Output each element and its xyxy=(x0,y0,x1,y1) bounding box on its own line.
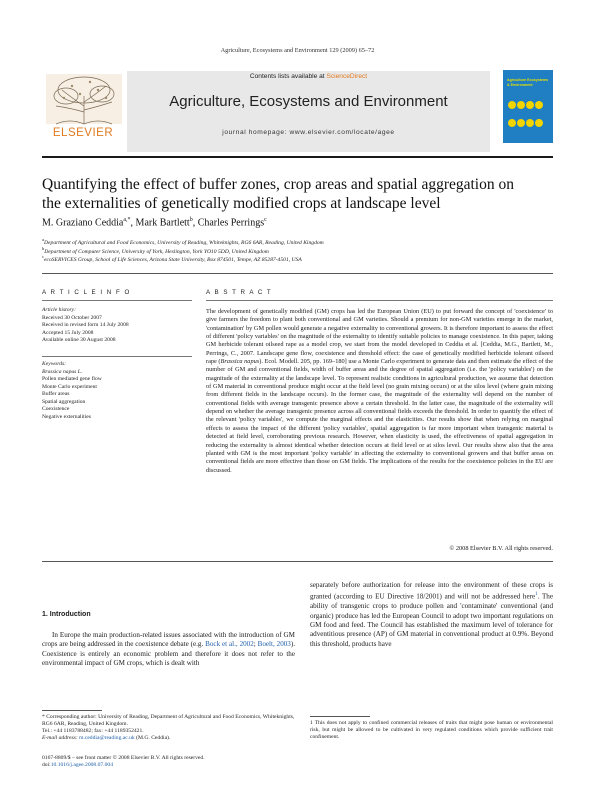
journal-homepage[interactable]: journal homepage: www.elsevier.com/locate/agee xyxy=(222,129,395,136)
keyword-item: Coexistence xyxy=(42,406,70,412)
footnote-rule xyxy=(42,710,102,711)
citation-link[interactable]: Bock et al., 2002 xyxy=(205,640,254,649)
abstract-copyright: © 2008 Elsevier B.V. All rights reserved. xyxy=(449,545,553,552)
author-name: Charles Perrings xyxy=(197,217,265,229)
journal-header-band xyxy=(127,71,490,152)
header-rule xyxy=(42,156,553,158)
contents-prefix: Contents lists available at xyxy=(249,73,327,80)
history-item: Received 30 October 2007 xyxy=(42,314,102,321)
cover-decoration-icon xyxy=(507,97,549,133)
footnote-rule xyxy=(310,716,370,717)
cover-title: Agriculture Ecosystems & Environment xyxy=(507,78,549,87)
email-link[interactable]: m.ceddia@reading.ac.uk xyxy=(79,735,135,742)
doi-link[interactable]: 10.1016/j.agee.2008.07.004 xyxy=(50,762,114,769)
abstract-rule xyxy=(206,300,553,301)
abstract-bottom-rule xyxy=(42,561,553,562)
journal-cover-thumbnail xyxy=(503,70,553,143)
issn-line: 0167-8809/$ – see front matter © 2008 Elsevier B.V. All rights reserved. xyxy=(42,755,205,761)
intro-left-paragraph: In Europe the main production-related issues associated with the introduction of GM crops are being addressed in the coexistence debate (e.g. Bock et al., 2002; Boelt, 2003). Coexistence is entirely an economic problem and therefore it does not refer to the environmental impact of GM crops, which is dealt with xyxy=(42,631,295,668)
keyword-item: Negative externalities xyxy=(42,413,91,420)
contents-available-line xyxy=(127,73,490,80)
corresponding-author-footnote: * Corresponding author: University of Reading, Department of Agricultural and Food Economics, Whiteknights, RG6 6AR, Reading, United Kingdom. Tel.: +44 1183788482; fax: +44 1189352421. E-mail address: m.ceddia@reading.ac.uk (M.G. Ceddia). xyxy=(42,714,295,742)
affiliation: $^b$Department of Computer Science, University of York, Heslington, York YO10 5DD, United Kingdom xyxy=(42,245,269,255)
affiliation: $^c$ecoSERVICES Group, School of Life Sciences, Arizona State University, Box 874501, Tempe, AZ 85287-4501, USA xyxy=(42,254,302,263)
article-title xyxy=(42,175,562,213)
issn-doi-block: 0167-8809/$ – see front matter © 2008 Elsevier B.V. All rights reserved. doi:10.1016/j.agee.2008.07.004 xyxy=(42,755,205,769)
affiliation-rule xyxy=(42,273,553,274)
footnote-link[interactable]: 1 xyxy=(535,592,538,598)
sciencedirect-link[interactable]: ScienceDirect xyxy=(326,73,368,80)
keyword-item: Spatial aggregation xyxy=(42,398,86,405)
author-name: M. Graziano Ceddia xyxy=(42,217,124,229)
keyword-item: Pollen mediated gene flow xyxy=(42,376,102,382)
affiliation: $^a$Department of Agricultural and Food Economics, University of Reading, Whiteknights, RG6 6AR, Reading, United Kingdom xyxy=(42,237,324,246)
journal-citation: Agriculture, Ecosystems and Environment 129 (2009) 65–72 xyxy=(220,47,375,54)
abstract-text: The development of genetically modified (GM) crops has led the European Union (EU) to put forward the concept of 'coexistence' to give farmers the freedom to plant both conventional and GM varieties. Should a premium for non-GM varieties emerge in the market, 'contamination' by GM pollen would generate a negative externality to conventional growers. It is therefore important to assess the effect of different 'policy variables' on the magnitude of the externality to identify suitable policies to manage coexistence. In this paper, taking GM herbicide tolerant oilseed rape as a model crop, we start from the model developed in Ceddia et al. [Ceddia, M.G., Bartlett, M., Perrings, C., 2007. Landscape gene flow, coexistence and threshold effect: the case of genetically modified herbicide tolerant oilseed rape (Brassica napus). Ecol. Modell. 205, pp. 169–180] use a Monte Carlo experiment to generate data and then estimate the effect of the number of GM and conventional fields, width of buffer areas and the degree of spatial aggregation (i.e. the 'policy variables') on the magnitude of the externality at the landscape level. To represent realistic conditions in agricultural production, we assume that detection of GM material in conventional produce might occur at the field level (no grain mixing occurs) or at the silos level (where grain mixing from different fields in the landscape occurs). In the former case, the magnitude of the externality will depend on the number of conventional fields with average transgenic presence above a certain threshold. In the latter case, the magnitude of the externality will depend on whether the average transgenic presence across all conventional fields exceeds the threshold. In order to quantify the effect of the relevant 'policy variables', we compute the marginal effects and the elasticities. Our results show that when relying on marginal effects to assess the impact of the different 'policy variables', spatial aggregation is far more important when transgenic material is detected at field level, corroborating previous research. However, when elasticity is used, the effectiveness of spatial aggregation in reducing the externality is almost identical whether detection occurs at field level or at silos level. Our results show also that the area planted with GM is the most important 'policy variable' in affecting the externality to conventional growers and that buffer areas on conventional fields are more effective than those on GM fields. The implications of the results for the coexistence policies in the EU are discussed. xyxy=(206,308,553,474)
keyword-item: Buffer areas xyxy=(42,391,70,397)
article-info-rule xyxy=(42,300,192,301)
history-item: Accepted 15 July 2008 xyxy=(42,329,94,336)
keywords-label: Keywords: xyxy=(42,361,67,367)
author-affiliation-mark[interactable]: b xyxy=(189,217,193,223)
elsevier-wordmark: ELSEVIER xyxy=(52,127,114,139)
author-list: M. Graziano Ceddia$^{a,*}$, Mark Bartlett$^b$, Charles Perrings$^c$ xyxy=(42,217,267,229)
keyword-item: Monte Carlo experiment xyxy=(42,383,97,390)
abstract-heading: A B S T R A C T xyxy=(206,289,273,296)
keyword-item: Brassica napus L. xyxy=(42,368,83,375)
author-affiliation-mark[interactable]: a,* xyxy=(123,217,131,223)
history-label: Article history: xyxy=(42,307,77,313)
footnote-1: 1 This does not apply to confined commercial releases of traits that might pose human or environmental risk, but might be allowed to be cultivated in very regulated conditions which provide sufficient trait confinement. xyxy=(310,720,553,741)
history-item: Received in revised form 14 July 2008 xyxy=(42,322,129,328)
intro-right-paragraph: separately before authorization for release into the environment of these crops is granted (according to EU Directive 18/2001) and will not be addressed here$^1$. The ability of transgenic crops to produce pollen and 'contaminate' conventional (and organic) produce has led the European Council to adopt two important regulations on GM food and feed. The Council has established the maximum level of tolerance for adventitious presence (AP) of GM material in conventional product at 0.9%. Beyond this threshold, products have xyxy=(310,581,553,648)
author-affiliation-mark[interactable]: c xyxy=(264,217,267,223)
title-line-1: Quantifying the effect of buffer zones, crop areas and spatial aggregation on xyxy=(42,176,514,193)
section-heading-introduction: 1. Introduction xyxy=(42,611,91,618)
article-info-heading: A R T I C L E I N F O xyxy=(42,289,131,296)
title-line-2: the externalities of genetically modified crops at landscape level xyxy=(42,195,441,212)
keywords-rule xyxy=(42,356,192,357)
history-item: Available online 30 August 2008 xyxy=(42,337,116,343)
citation-link[interactable]: Boelt, 2003 xyxy=(257,640,291,649)
author-name: Mark Bartlett xyxy=(135,217,190,229)
journal-name: Agriculture, Ecosystems and Environment xyxy=(169,93,448,110)
